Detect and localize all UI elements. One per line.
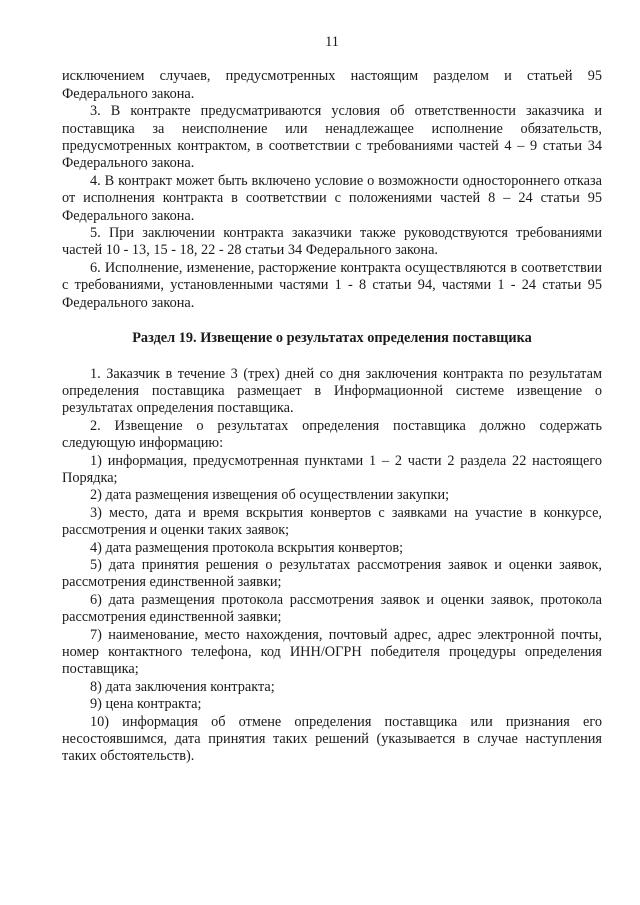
paragraph-item-3: 3. В контракте предусматриваются условия об ответственности заказчика и поставщика за неисполнение или ненадлежащее исполнение обязательств, предусмотренных контрактом, в соответствии с требованиями частей 4 – 9 статьи 34 Федерального закона. bbox=[62, 103, 602, 172]
list-item-9: 9) цена контракта; bbox=[90, 696, 202, 713]
section-paragraph-1: 1. Заказчик в течение 3 (трех) дней со дня заключения контракта по результатам определения поставщика размещает в Информационной системе извещение о результатах определения поставщика. bbox=[62, 365, 602, 417]
list-item-2: 2) дата размещения извещения об осуществлении закупки; bbox=[90, 487, 450, 504]
paragraph-item-6: 6. Исполнение, изменение, расторжение контракта осуществляются в соответствии с требованиями, установленными частями 1 - 8 статьи 94, частями 1 - 24 статьи 95 Федерального закона. bbox=[62, 259, 602, 311]
list-item-6: 6) дата размещения протокола рассмотрения заявок и оценки заявок, протокола рассмотрения единственной заявки; bbox=[62, 591, 602, 626]
section-paragraph-2: 2. Извещение о результатах определения поставщика должно содержать следующую информацию: bbox=[62, 417, 602, 452]
paragraph-continuation: исключением случаев, предусмотренных настоящим разделом и статьей 95 Федерального закона. bbox=[62, 68, 602, 102]
list-item-4: 4) дата размещения протокола вскрытия конвертов; bbox=[90, 539, 404, 556]
page-number: 11 bbox=[325, 34, 339, 50]
list-item-8: 8) дата заключения контракта; bbox=[90, 678, 275, 695]
list-item-7: 7) наименование, место нахождения, почтовый адрес, адрес электронной почты, номер контактного телефона, код ИНН/ОГРН победителя процедуры определения поставщика; bbox=[62, 626, 602, 678]
section-title: Раздел 19. Извещение о результатах определения поставщика bbox=[132, 330, 532, 347]
document-page bbox=[62, 34, 602, 766]
list-item-1: 1) информация, предусмотренная пунктами 1 – 2 части 2 раздела 22 настоящего Порядка; bbox=[62, 452, 602, 486]
list-item-5: 5) дата принятия решения о результатах рассмотрения заявок и оценки заявок, рассмотрения единственной заявки; bbox=[62, 556, 602, 591]
list-item-3: 3) место, дата и время вскрытия конвертов с заявками на участие в конкурсе, рассмотрения и оценки таких заявок; bbox=[62, 504, 602, 539]
list-item-10: 10) информация об отмене определения поставщика или признания его несостоявшимся, дата принятия таких решений (указывается в случае наступления таких обстоятельств). bbox=[62, 713, 602, 765]
paragraph-item-4: 4. В контракт может быть включено условие о возможности одностороннего отказа от исполнения контракта в соответствии с положениями частей 8 – 24 статьи 95 Федерального закона. bbox=[62, 172, 602, 224]
paragraph-item-5: 5. При заключении контракта заказчики также руководствуются требованиями частей 10 - 13, 15 - 18, 22 - 28 статьи 34 Федерального закона. bbox=[62, 225, 602, 259]
